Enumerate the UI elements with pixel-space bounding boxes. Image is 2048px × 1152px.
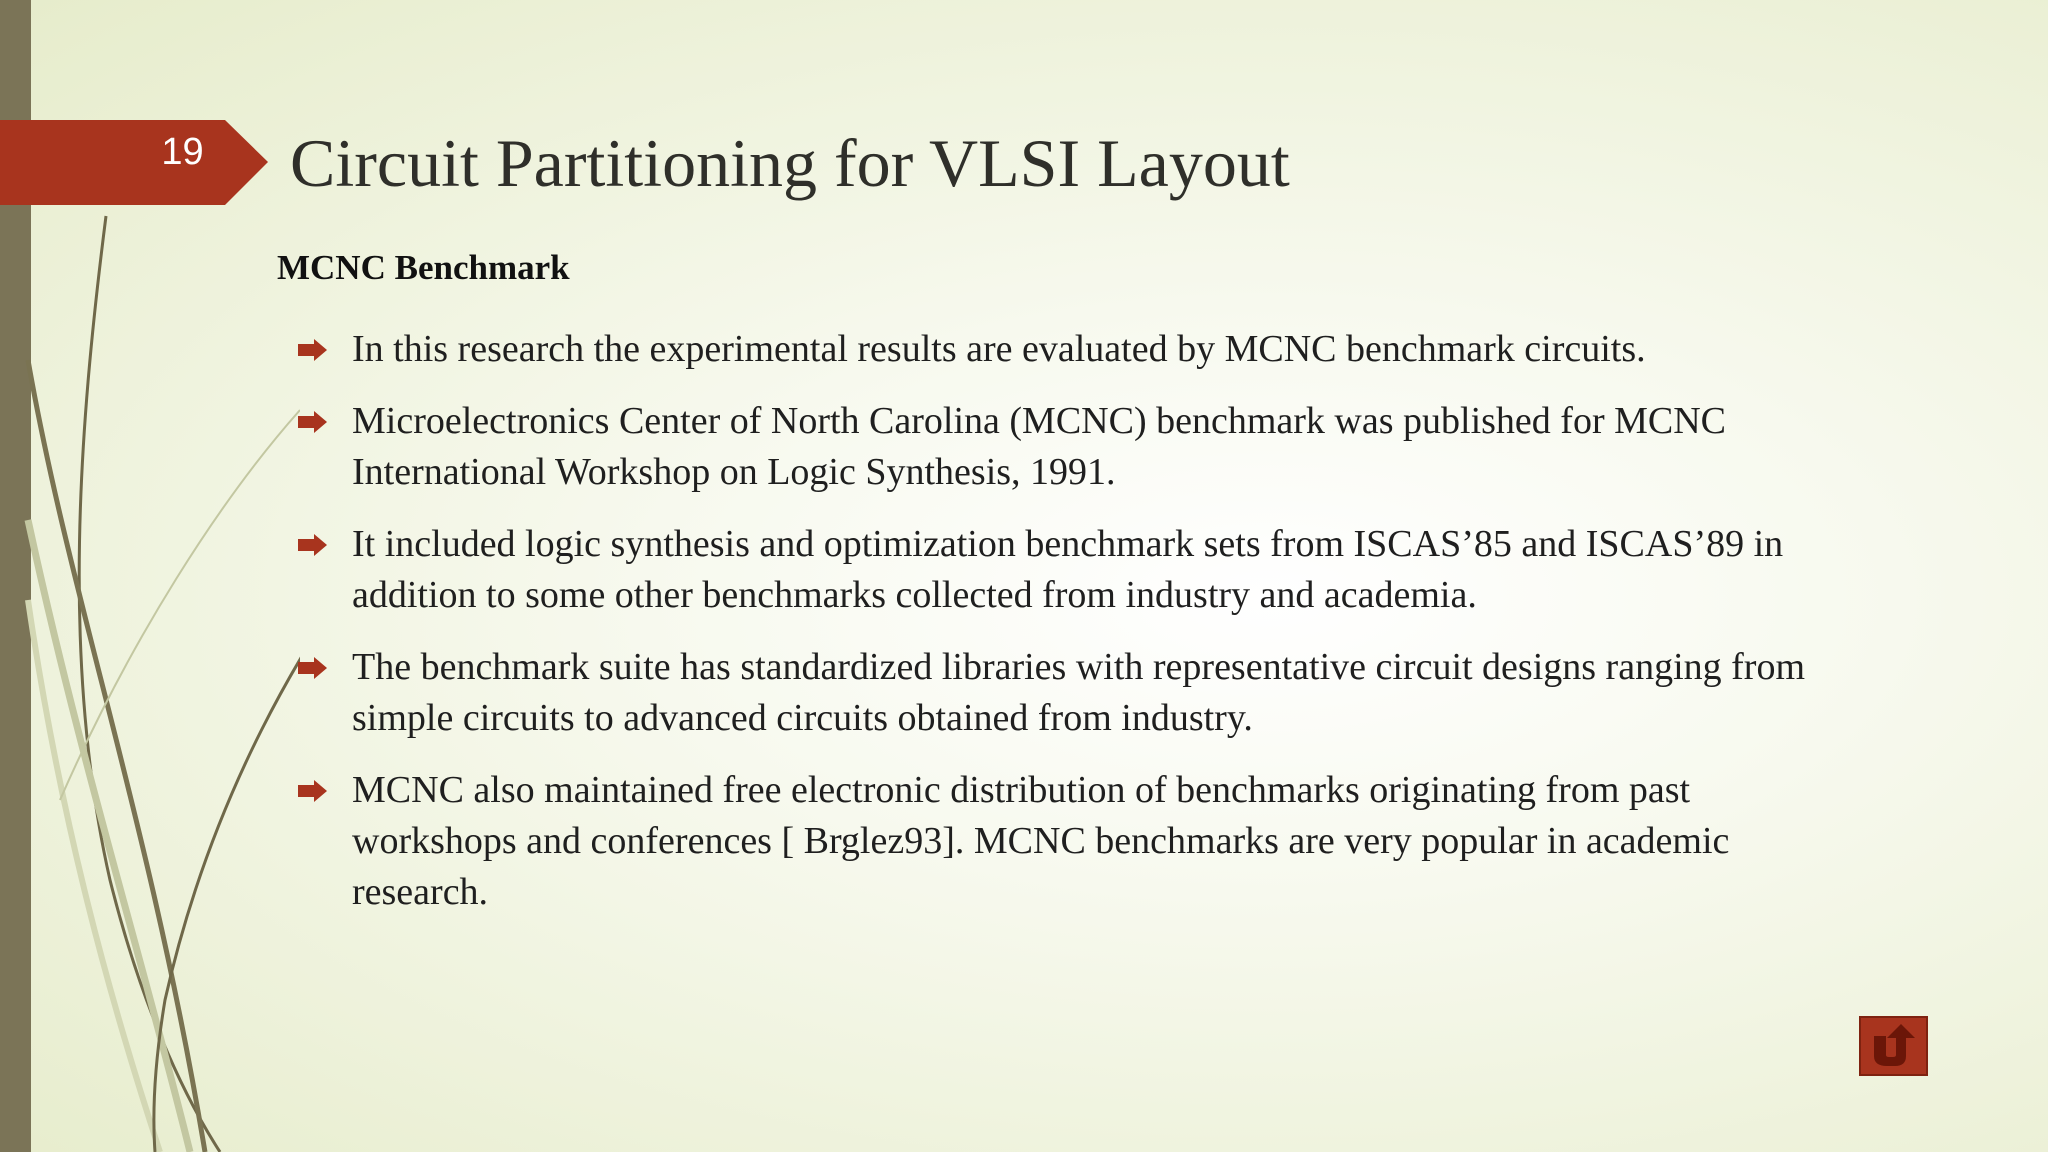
bullet-item [296,324,1836,375]
slide-number: 19 [161,131,204,173]
bullet-text: It included logic synthesis and optimization benchmark sets from ISCAS’85 and ISCAS’89 in addition to some other benchmarks collected from industry and academia. [352,523,1784,616]
slide-title: Circuit Partitioning for VLSI Layout [290,125,1290,201]
bullet-text: The benchmark suite has standardized libraries with representative circuit designs ranging from simple circuits to advanced circuits obtained from industry. [352,646,1805,739]
bullet-list [296,324,1836,939]
bullet-item [296,519,1836,621]
arrow-bullet-icon [296,534,328,556]
bullet-item [296,396,1836,498]
arrow-bullet-icon [296,339,328,361]
bullet-text: Microelectronics Center of North Carolina (MCNC) benchmark was published for MCNC International Workshop on Logic Synthesis, 1991. [352,400,1727,493]
section-subtitle: MCNC Benchmark [277,248,570,287]
bullet-item [296,765,1836,918]
arrow-bullet-icon [296,780,328,802]
slide-number-badge [0,120,268,205]
return-button[interactable] [1859,1016,1928,1076]
bullet-item [296,642,1836,744]
return-arrow-icon [1861,1018,1926,1074]
arrow-bullet-icon [296,411,328,433]
bullet-text: In this research the experimental results are evaluated by MCNC benchmark circuits. [352,328,1646,370]
arrow-bullet-icon [296,657,328,679]
bullet-text: MCNC also maintained free electronic distribution of benchmarks originating from past workshops and conferences [ Brglez93]. MCNC benchmarks are very popular in academic research. [352,769,1730,913]
